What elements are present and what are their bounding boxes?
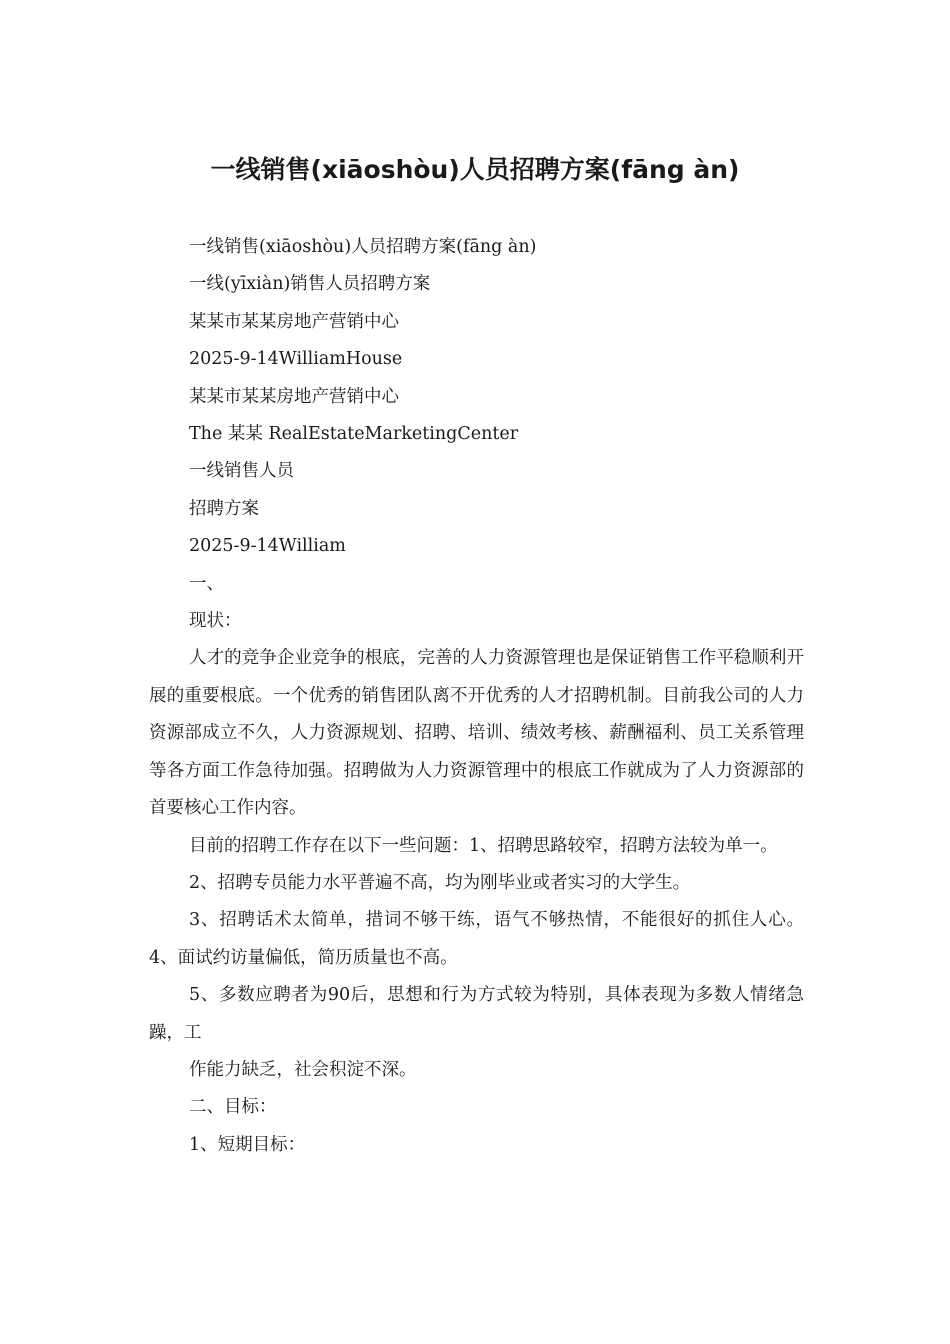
text-line: 2025-9-14William	[189, 536, 346, 557]
text-line: 一线销售(xiāoshòu)人员招聘方案(fāng àn)	[189, 237, 537, 257]
paragraph: 2、招聘专员能力水平普遍不高，均为刚毕业或者实习的大学生。	[189, 872, 691, 893]
text-line: 2025-9-14WilliamHouse	[189, 349, 403, 370]
paragraph: 人才的竞争企业竞争的根底，完善的人力资源管理也是保证销售工作平稳顺利开展的重要根底。一个优秀的销售团队离不开优秀的人才招聘机制。目前我公司的人力资源部成立不久，人力资源规划、招聘、培训、绩效考核、薪酬福利、员工关系管理等各方面工作急待加强。招聘做为人力资源管理中的根底工作就成为了人力资源部的首要核心工作内容。	[149, 648, 804, 819]
text-line: 作能力缺乏，社会积淀不深。	[189, 1059, 417, 1080]
section-heading: 现状：	[189, 611, 242, 632]
section-heading: 二、目标：	[189, 1097, 277, 1118]
paragraph: 目前的招聘工作存在以下一些问题：1、招聘思路较窄，招聘方法较为单一。	[189, 835, 778, 856]
text-line: 一线销售人员	[189, 461, 294, 482]
paragraph: 3、招聘话术太简单，措词不够干练，语气不够热情，不能很好的抓住人心。4、面试约访量偏低，简历质量也不高。	[149, 910, 804, 968]
text-line: 某某市某某房地产营销中心	[189, 311, 399, 332]
text-line: 招聘方案	[189, 498, 259, 519]
paragraph: 5、多数应聘者为90后，思想和行为方式较为特别，具体表现为多数人情绪急躁，工	[149, 985, 804, 1043]
subsection-heading: 1、短期目标：	[189, 1134, 306, 1155]
text-line: The 某某 RealEstateMarketingCenter	[189, 424, 519, 445]
text-line: 某某市某某房地产营销中心	[189, 386, 399, 407]
text-line: 一线(yīxiàn)销售人员招聘方案	[189, 274, 431, 295]
document-title: 一线销售(xiāoshòu)人员招聘方案(fāng àn)	[210, 155, 740, 184]
section-number: 一、	[189, 573, 224, 594]
document-body	[149, 229, 804, 1164]
